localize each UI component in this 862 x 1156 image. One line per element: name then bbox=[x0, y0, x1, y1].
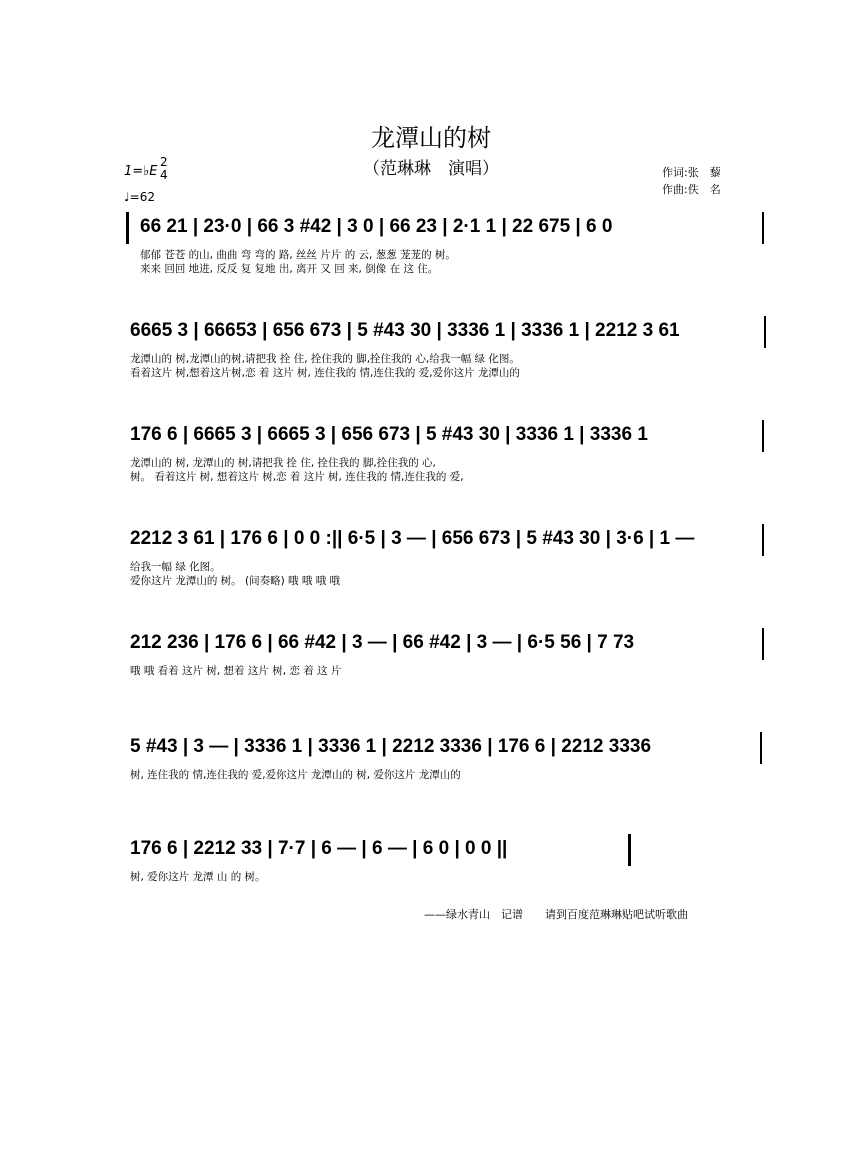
lyrics-verse-2: 看着这片 树,想着这片树,恋 着 这片 树, 连住我的 情,连住我的 爱,爱你这片 龙潭山的 bbox=[130, 367, 520, 379]
lyrics-verse-1: 给我一幅 绿 化图。 bbox=[130, 561, 221, 573]
barline bbox=[762, 524, 764, 556]
lyrics-verse-1: 树, 爱你这片 龙潭 山 的 树。 bbox=[130, 871, 266, 883]
lyrics-verse-1: 哦 哦 看着 这片 树, 想着 这片 树, 恋 着 这 片 bbox=[130, 665, 342, 677]
notes-line: 176 6 | 2212 33 | 7·7 | 6 — | 6 — | 6 0 | 0 0 || bbox=[130, 838, 508, 859]
lyrics-verse-2: 树。 看着这片 树, 想着这片 树,恋 着 这片 树, 连住我的 情,连住我的 爱, bbox=[130, 471, 464, 483]
lyrics-verse-2: 来来 回回 地进, 反反 复 复地 出, 离开 又 回 来, 倒像 在 这 住。 bbox=[140, 263, 439, 275]
song-title: 龙潭山的树 bbox=[371, 124, 491, 152]
barline bbox=[762, 212, 764, 244]
notes-line: 5 #43 | 3 — | 3336 1 | 3336 1 | 2212 3336 | 176 6 | 2212 3336 bbox=[130, 736, 652, 757]
barline bbox=[764, 316, 766, 348]
barline bbox=[760, 732, 762, 764]
lyrics-verse-1: 龙潭山的 树, 龙潭山的 树,请把我 拴 住, 拴住我的 脚,拴住我的 心, bbox=[130, 457, 436, 469]
song-subtitle: （范琳琳 演唱） bbox=[363, 159, 499, 179]
key-signature: 1=♭E bbox=[124, 164, 158, 179]
lyricist: 作词:张 藜 bbox=[662, 166, 721, 179]
lyrics-verse-1: 树, 连住我的 情,连住我的 爱,爱你这片 龙潭山的 树, 爱你这片 龙潭山的 bbox=[130, 769, 461, 781]
composer: 作曲:佚 名 bbox=[662, 183, 721, 196]
final-barline bbox=[628, 834, 631, 866]
transcriber-credit: ——绿水青山 记谱 请到百度范琳琳贴吧试听歌曲 bbox=[424, 908, 688, 921]
lyrics-verse-2: 爱你这片 龙潭山的 树。 (间奏略) 哦 哦 哦 哦 bbox=[130, 575, 341, 587]
time-signature: 2 4 bbox=[160, 155, 168, 182]
lyrics-verse-1: 郁郁 苍苍 的山, 曲曲 弯 弯的 路, 丝丝 片片 的 云, 葱葱 茏茏的 树。 bbox=[140, 249, 456, 261]
notes-line: 2212 3 61 | 176 6 | 0 0 :|| 6·5 | 3 — | 656 673 | 5 #43 30 | 3·6 | 1 — bbox=[130, 528, 695, 549]
notes-line: 212 236 | 176 6 | 66 #42 | 3 — | 66 #42 | 3 — | 6·5 56 | 7 73 bbox=[130, 632, 635, 653]
lyrics-verse-1: 龙潭山的 树,龙潭山的树,请把我 拴 住, 拴住我的 脚,拴住我的 心,给我一幅 绿 化图。 bbox=[130, 353, 520, 365]
notes-line: 176 6 | 6665 3 | 6665 3 | 656 673 | 5 #43 30 | 3336 1 | 3336 1 bbox=[130, 424, 648, 445]
quarter-note-icon: ♩ bbox=[124, 190, 130, 204]
repeat-start-barline bbox=[126, 212, 129, 244]
barline bbox=[762, 420, 764, 452]
notes-line: 66 21 | 23·0 | 66 3 #42 | 3 0 | 66 23 | 2·1 1 | 22 675 | 6 0 bbox=[140, 216, 613, 237]
notes-line: 6665 3 | 66653 | 656 673 | 5 #43 30 | 3336 1 | 3336 1 | 2212 3 61 bbox=[130, 320, 680, 341]
tempo-marking: ♩=62 bbox=[124, 190, 155, 204]
barline bbox=[762, 628, 764, 660]
